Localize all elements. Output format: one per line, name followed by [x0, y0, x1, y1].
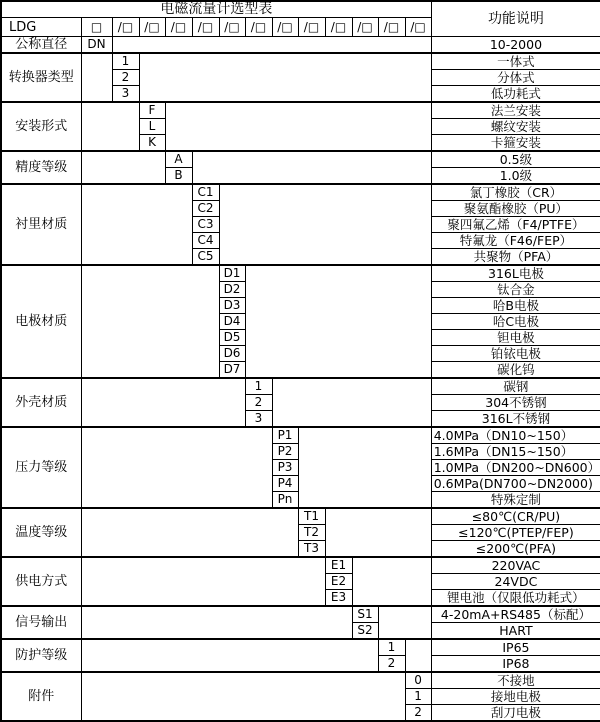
- description-cell: 4-20mA+RS485（标配）: [431, 606, 600, 623]
- spacer-cell: [192, 151, 431, 184]
- code-cell: 2: [405, 705, 431, 722]
- model-code-box: /□: [112, 18, 139, 37]
- row-option: [1, 639, 600, 656]
- model-code-box: /□: [192, 18, 219, 37]
- description-cell: 1.0MPa（DN200~DN600）: [431, 460, 600, 476]
- spacer-cell: [245, 265, 431, 378]
- row-option: [1, 53, 600, 70]
- description-cell: 聚四氟乙烯（F4/PTFE）: [431, 217, 600, 233]
- code-cell: P2: [272, 444, 298, 460]
- code-cell: 1: [112, 53, 139, 70]
- spacer-cell: [165, 102, 431, 151]
- description-cell: 304不锈钢: [431, 395, 600, 411]
- code-cell: D3: [219, 298, 245, 314]
- row-option: [1, 265, 600, 282]
- code-cell: E2: [325, 574, 352, 590]
- description-cell: IP68: [431, 656, 600, 673]
- description-cell: ≤120℃(PTEP/FEP): [431, 525, 600, 541]
- row-option: [1, 151, 600, 168]
- code-cell: D1: [219, 265, 245, 282]
- code-cell: E3: [325, 590, 352, 607]
- code-cell: C3: [192, 217, 219, 233]
- description-cell: 碳化钨: [431, 362, 600, 379]
- code-cell: 2: [378, 656, 405, 673]
- description-cell: 法兰安装: [431, 102, 600, 119]
- category-label: 温度等级: [1, 508, 81, 557]
- code-cell: S2: [352, 623, 378, 640]
- code-cell: Pn: [272, 492, 298, 509]
- code-cell: A: [165, 151, 192, 168]
- code-cell: P4: [272, 476, 298, 492]
- spacer-cell: [81, 557, 325, 606]
- model-base-box: □: [81, 18, 112, 37]
- row-option: [1, 427, 600, 444]
- model-code-box: /□: [272, 18, 298, 37]
- code-cell: 3: [112, 86, 139, 103]
- description-cell: 316L不锈钢: [431, 411, 600, 428]
- description-cell: 0.6MPa(DN700~DN2000): [431, 476, 600, 492]
- spacer-cell: [352, 557, 431, 606]
- description-cell: 1.0级: [431, 168, 600, 185]
- description-cell: 一体式: [431, 53, 600, 70]
- description-cell: 24VDC: [431, 574, 600, 590]
- code-cell: T1: [298, 508, 325, 525]
- row-option: [1, 102, 600, 119]
- category-label: 电极材质: [1, 265, 81, 378]
- spacer-cell: [298, 427, 431, 508]
- spacer-cell: [325, 508, 431, 557]
- code-cell: 3: [245, 411, 272, 428]
- model-code-box: /□: [245, 18, 272, 37]
- row-option: [1, 378, 600, 395]
- description-cell: 220VAC: [431, 557, 600, 574]
- model-code-box: /□: [352, 18, 378, 37]
- spacer-cell: [81, 265, 219, 378]
- category-label: 衬里材质: [1, 184, 81, 265]
- row-diameter: [1, 37, 600, 54]
- row-option: [1, 508, 600, 525]
- category-label: 附件: [1, 672, 81, 721]
- description-cell: 0.5级: [431, 151, 600, 168]
- code-cell: 1: [245, 378, 272, 395]
- row-option: [1, 184, 600, 201]
- spacer-cell: [81, 184, 192, 265]
- spacer-cell: [272, 378, 431, 427]
- model-prefix-cell: LDG: [1, 18, 81, 37]
- model-code-box: /□: [219, 18, 245, 37]
- spacer-cell: [378, 606, 431, 639]
- code-cell: C2: [192, 201, 219, 217]
- description-cell: 哈C电极: [431, 314, 600, 330]
- description-cell: 316L电极: [431, 265, 600, 282]
- code-cell: P1: [272, 427, 298, 444]
- description-cell: 聚氨酯橡胶（PU）: [431, 201, 600, 217]
- table-title: 电磁流量计选型表: [1, 1, 431, 18]
- spacer-cell: [139, 53, 431, 102]
- code-cell: F: [139, 102, 165, 119]
- function-column-header: 功能说明: [431, 1, 600, 37]
- description-cell: 刮刀电极: [431, 705, 600, 722]
- code-cell: C1: [192, 184, 219, 201]
- row-option: [1, 672, 600, 689]
- spacer-cell: [405, 639, 431, 672]
- description-cell: 不接地: [431, 672, 600, 689]
- description-cell: ≤80℃(CR/PU): [431, 508, 600, 525]
- code-cell: T2: [298, 525, 325, 541]
- description-cell: ≤200℃(PFA): [431, 541, 600, 558]
- spacer-cell: [81, 151, 165, 184]
- description-cell: 铂铱电极: [431, 346, 600, 362]
- code-cell: 1: [378, 639, 405, 656]
- description-cell: 10-2000: [431, 37, 600, 54]
- code-cell: P3: [272, 460, 298, 476]
- spacer-cell: [81, 639, 378, 672]
- spacer-cell: [112, 37, 431, 54]
- code-cell: D5: [219, 330, 245, 346]
- code-cell: C4: [192, 233, 219, 249]
- code-cell: L: [139, 119, 165, 135]
- code-cell: 2: [112, 70, 139, 86]
- model-code-box: /□: [298, 18, 325, 37]
- row-title: [1, 1, 600, 18]
- description-cell: 低功耗式: [431, 86, 600, 103]
- row-option: [1, 606, 600, 623]
- description-cell: 接地电极: [431, 689, 600, 705]
- code-cell: C5: [192, 249, 219, 266]
- code-cell: S1: [352, 606, 378, 623]
- category-label: 安装形式: [1, 102, 81, 151]
- description-cell: IP65: [431, 639, 600, 656]
- category-label: 转换器类型: [1, 53, 81, 102]
- code-cell: K: [139, 135, 165, 152]
- category-label: 公称直径: [1, 37, 81, 54]
- description-cell: 碳钢: [431, 378, 600, 395]
- category-label: 压力等级: [1, 427, 81, 508]
- code-cell: D6: [219, 346, 245, 362]
- description-cell: 钛合金: [431, 282, 600, 298]
- description-cell: HART: [431, 623, 600, 640]
- code-cell: T3: [298, 541, 325, 558]
- spacer-cell: [81, 508, 298, 557]
- category-label: 精度等级: [1, 151, 81, 184]
- code-cell: 1: [405, 689, 431, 705]
- spacer-cell: [219, 184, 431, 265]
- code-cell: 2: [245, 395, 272, 411]
- spacer-cell: [81, 672, 405, 721]
- description-cell: 氯丁橡胶（CR）: [431, 184, 600, 201]
- model-code-box: /□: [405, 18, 431, 37]
- model-code-box: /□: [378, 18, 405, 37]
- model-code-box: /□: [139, 18, 165, 37]
- spacer-cell: [81, 53, 112, 102]
- model-code-box: /□: [325, 18, 352, 37]
- code-cell: DN: [81, 37, 112, 54]
- spacer-cell: [81, 606, 352, 639]
- spacer-cell: [81, 427, 272, 508]
- description-cell: 4.0MPa（DN10~150）: [431, 427, 600, 444]
- category-label: 信号输出: [1, 606, 81, 639]
- spacer-cell: [81, 378, 245, 427]
- description-cell: 锂电池（仅限低功耗式）: [431, 590, 600, 607]
- spacer-cell: [81, 102, 139, 151]
- category-label: 供电方式: [1, 557, 81, 606]
- description-cell: 哈B电极: [431, 298, 600, 314]
- description-cell: 特氟龙（F46/FEP）: [431, 233, 600, 249]
- category-label: 外壳材质: [1, 378, 81, 427]
- code-cell: B: [165, 168, 192, 185]
- description-cell: 卡箍安装: [431, 135, 600, 152]
- description-cell: 螺纹安装: [431, 119, 600, 135]
- description-cell: 共聚物（PFA）: [431, 249, 600, 266]
- code-cell: E1: [325, 557, 352, 574]
- description-cell: 特殊定制: [431, 492, 600, 509]
- row-option: [1, 557, 600, 574]
- description-cell: 分体式: [431, 70, 600, 86]
- category-label: 防护等级: [1, 639, 81, 672]
- code-cell: 0: [405, 672, 431, 689]
- description-cell: 钽电极: [431, 330, 600, 346]
- description-cell: 1.6MPa（DN15~150）: [431, 444, 600, 460]
- code-cell: D2: [219, 282, 245, 298]
- code-cell: D4: [219, 314, 245, 330]
- model-code-box: /□: [165, 18, 192, 37]
- code-cell: D7: [219, 362, 245, 379]
